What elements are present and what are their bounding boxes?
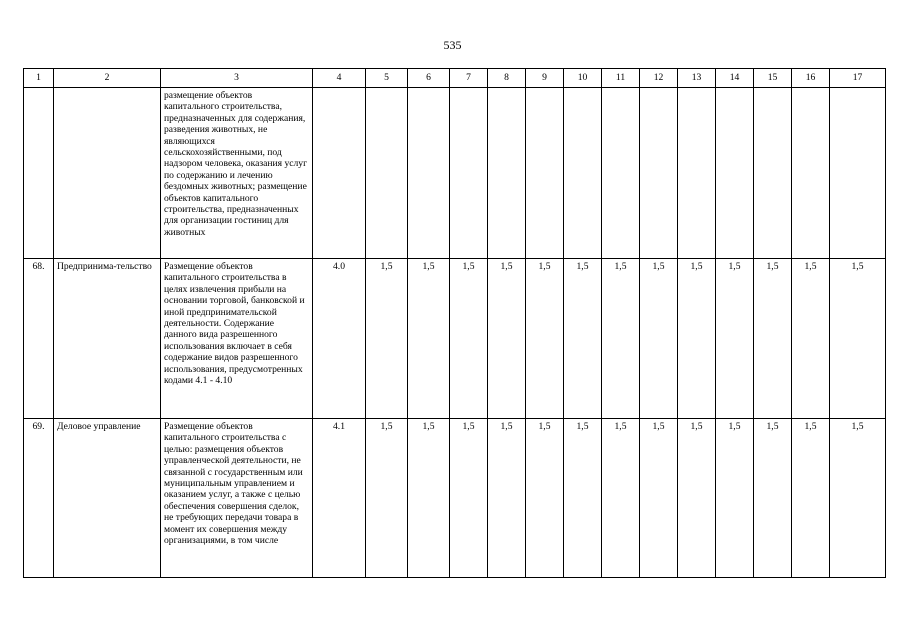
column-header: 10 <box>564 69 602 88</box>
row-value <box>678 88 716 259</box>
row-value: 1,5 <box>754 419 792 578</box>
table-row <box>24 259 886 419</box>
row-value: 1,5 <box>564 259 602 419</box>
column-header: 17 <box>830 69 886 88</box>
header-row <box>24 69 886 88</box>
column-header: 11 <box>602 69 640 88</box>
row-number: 68. <box>24 259 54 419</box>
land-use-table <box>23 68 886 578</box>
column-header: 6 <box>408 69 450 88</box>
row-value <box>408 88 450 259</box>
column-header: 12 <box>640 69 678 88</box>
column-header: 9 <box>526 69 564 88</box>
row-value: 1,5 <box>602 259 640 419</box>
column-header: 8 <box>488 69 526 88</box>
row-value: 1,5 <box>488 259 526 419</box>
row-number: 69. <box>24 419 54 578</box>
row-value <box>564 88 602 259</box>
row-value: 1,5 <box>450 419 488 578</box>
row-value: 1,5 <box>640 259 678 419</box>
row-code: 4.1 <box>313 419 366 578</box>
row-value: 1,5 <box>564 419 602 578</box>
row-value: 1,5 <box>678 259 716 419</box>
row-value <box>792 88 830 259</box>
row-value <box>488 88 526 259</box>
row-value <box>716 88 754 259</box>
row-code <box>313 88 366 259</box>
row-name <box>54 88 161 259</box>
row-value: 1,5 <box>678 419 716 578</box>
row-value: 1,5 <box>830 259 886 419</box>
column-header: 5 <box>366 69 408 88</box>
row-code: 4.0 <box>313 259 366 419</box>
row-description: Размещение объектов капитального строительства в целях извлечения прибыли на основании торговой, банковской и иной предпринимательской деятельности. Содержание данного вида разрешенного использования включает в себя содержание видов разрешенного использования, предусмотренных кодами 4.1 - 4.10 <box>161 259 313 419</box>
row-value: 1,5 <box>526 419 564 578</box>
row-value: 1,5 <box>792 259 830 419</box>
row-value: 1,5 <box>408 419 450 578</box>
column-header: 1 <box>24 69 54 88</box>
column-header: 7 <box>450 69 488 88</box>
row-number <box>24 88 54 259</box>
row-description: Размещение объектов капитального строительства с целью: размещения объектов управленческой деятельности, не связанной с государственным или муниципальным управлением и оказанием услуг, а также с целью обеспечения совершения сделок, не требующих передачи товара в момент их совершения между организациями, в том числе <box>161 419 313 578</box>
row-value <box>366 88 408 259</box>
column-header: 13 <box>678 69 716 88</box>
row-value: 1,5 <box>366 419 408 578</box>
column-header: 14 <box>716 69 754 88</box>
column-header: 3 <box>161 69 313 88</box>
row-value: 1,5 <box>792 419 830 578</box>
row-name: Предпринима-тельство <box>54 259 161 419</box>
row-value <box>830 88 886 259</box>
row-value: 1,5 <box>716 259 754 419</box>
table-row <box>24 419 886 578</box>
column-header: 4 <box>313 69 366 88</box>
row-description: размещение объектов капитального строительства, предназначенных для содержания, разведения животных, не являющихся сельскохозяйственными, под надзором человека, оказания услуг по содержанию и лечению бездомных животных; размещение объектов капитального строительства, предназначенных для организации гостиниц для животных <box>161 88 313 259</box>
row-name: Деловое управление <box>54 419 161 578</box>
row-value: 1,5 <box>450 259 488 419</box>
row-value: 1,5 <box>754 259 792 419</box>
row-value: 1,5 <box>640 419 678 578</box>
row-value <box>754 88 792 259</box>
row-value <box>640 88 678 259</box>
column-header: 2 <box>54 69 161 88</box>
table-row <box>24 88 886 259</box>
row-value: 1,5 <box>488 419 526 578</box>
row-value: 1,5 <box>830 419 886 578</box>
row-value <box>602 88 640 259</box>
column-header: 16 <box>792 69 830 88</box>
row-value: 1,5 <box>366 259 408 419</box>
row-value: 1,5 <box>602 419 640 578</box>
row-value: 1,5 <box>716 419 754 578</box>
row-value <box>526 88 564 259</box>
row-value <box>450 88 488 259</box>
page-number: 535 <box>443 38 462 52</box>
column-header: 15 <box>754 69 792 88</box>
row-value: 1,5 <box>526 259 564 419</box>
row-value: 1,5 <box>408 259 450 419</box>
